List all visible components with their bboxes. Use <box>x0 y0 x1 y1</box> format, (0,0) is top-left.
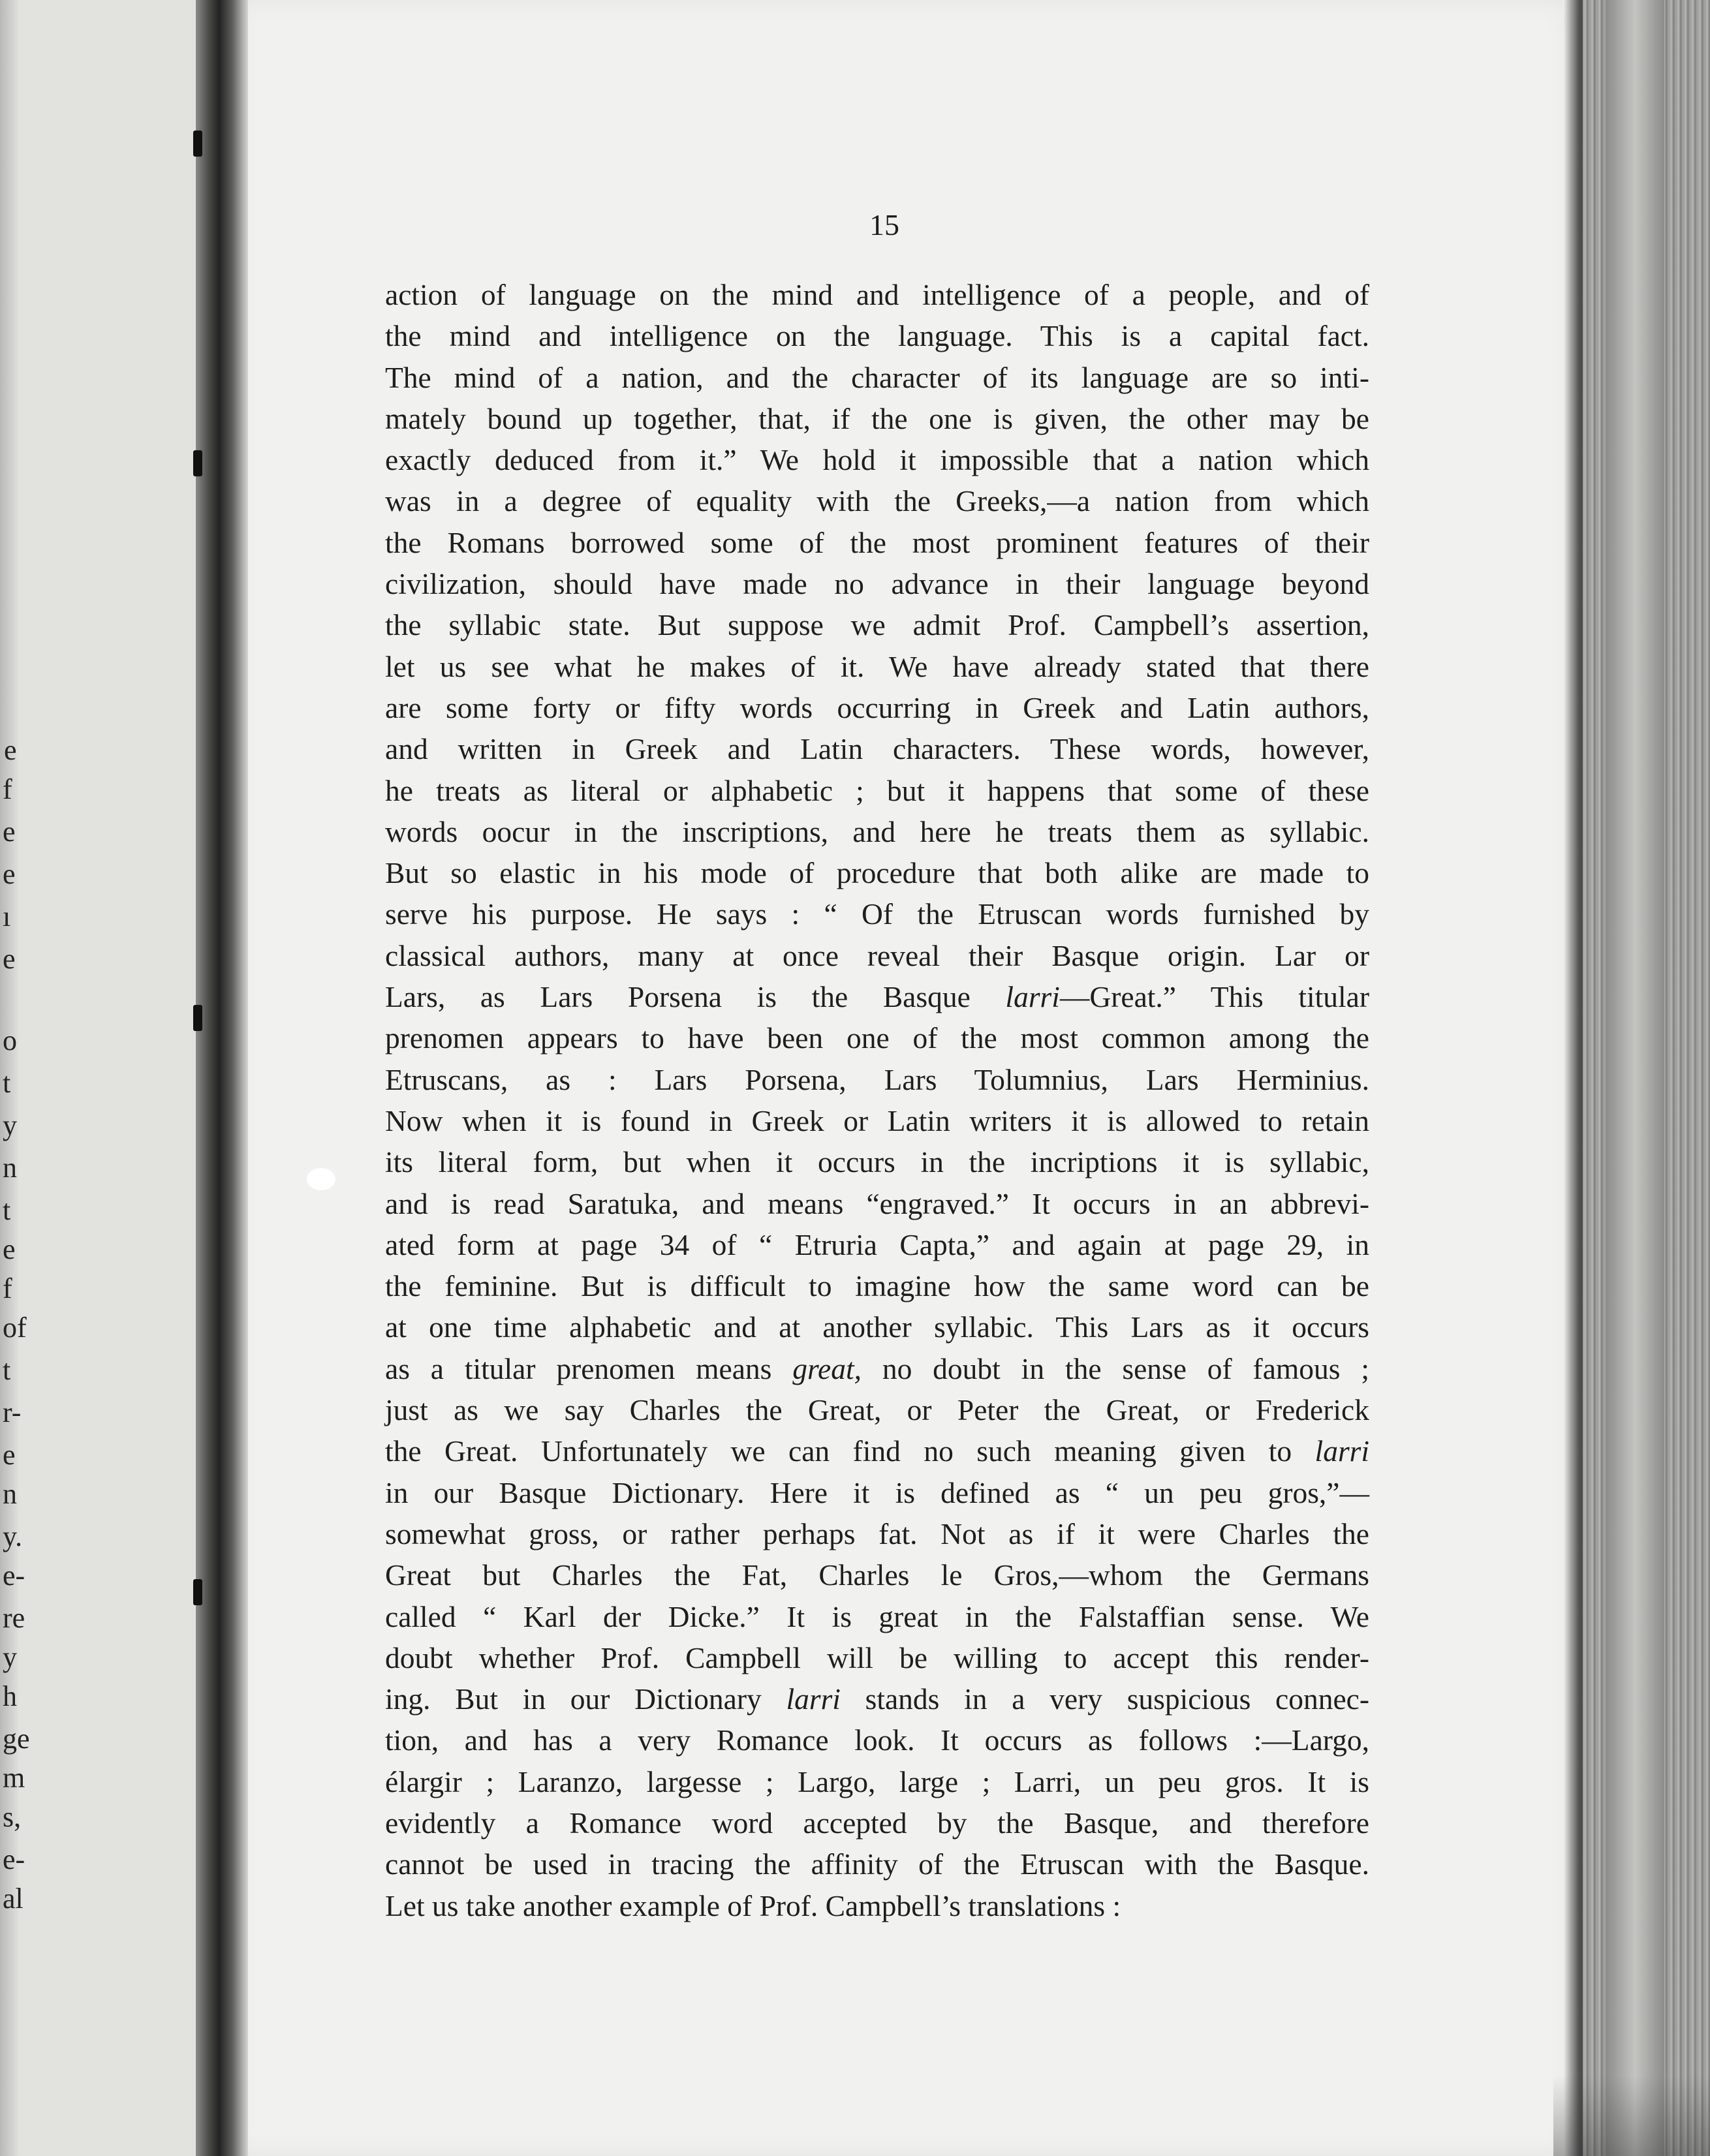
text-line: the feminine. But is difficult to imagine how the same word can be <box>385 1269 1369 1303</box>
text-line: Now when it is found in Greek or Latin writers it is allowed to retain <box>385 1103 1369 1137</box>
text-line: called “ Karl der Dicke.” It is great in the Falstaffian sense. We <box>385 1599 1369 1633</box>
text-line: the Great. Unfortunately we can find no such meaning given to larri <box>385 1434 1369 1468</box>
left-page-fragment: e <box>3 1439 16 1471</box>
left-page-fragment: s, <box>3 1801 22 1833</box>
text-line: and is read Saratuka, and means “engraved.” It occurs in an abbrevi- <box>385 1186 1369 1220</box>
text-line: ated form at page 34 of “ Etruria Capta,” and again at page 29, in <box>385 1227 1369 1261</box>
text-line: its literal form, but when it occurs in the incriptions it is syllabic, <box>385 1145 1369 1179</box>
text-line: somewhat gross, or rather perhaps fat. Not as if it were Charles the <box>385 1517 1369 1550</box>
left-page-fragment: n <box>3 1152 17 1184</box>
text-line: Lars, as Lars Porsena is the Basque larri—Great.” This titular <box>385 980 1370 1014</box>
binding-stitch <box>193 1005 202 1031</box>
text-line: the Romans borrowed some of the most prominent features of their <box>385 525 1369 559</box>
left-page-fragment: ge <box>3 1723 30 1755</box>
text-line: are some forty or fifty words occurring in Greek and Latin authors, <box>385 690 1369 724</box>
left-page-fragment: of <box>3 1312 27 1344</box>
binding-stitch <box>193 131 202 157</box>
left-page-fragment: y <box>3 1641 17 1673</box>
text-line: and written in Greek and Latin characters. These words, however, <box>385 732 1369 766</box>
text-line: prenomen appears to have been one of the most common among the <box>385 1021 1369 1055</box>
text-line: in our Basque Dictionary. Here it is defined as “ un peu gros,”— <box>385 1475 1369 1509</box>
binding-stitch <box>193 450 202 476</box>
text-line: at one time alphabetic and at another syllabic. This Lars as it occurs <box>385 1310 1369 1344</box>
text-line: he treats as literal or alphabetic ; but it happens that some of these <box>385 773 1369 807</box>
left-page-fragment: e <box>3 816 16 848</box>
text-line: exactly deduced from it.” We hold it impossible that a nation which <box>385 443 1369 477</box>
left-page-fragment: m <box>3 1762 25 1794</box>
text-line: the syllabic state. But suppose we admit Prof. Campbell’s assertion, <box>385 608 1369 642</box>
text-line: Etruscans, as : Lars Porsena, Lars Tolumnius, Lars Herminius. <box>385 1062 1369 1096</box>
left-page-fragment: y. <box>3 1520 23 1552</box>
left-page-fragment: e <box>3 943 16 975</box>
paper-speck <box>307 1168 335 1190</box>
text-line: mately bound up together, that, if the one is given, the other may be <box>385 401 1369 435</box>
page-stack-bottom-shadow <box>1553 2075 1710 2156</box>
left-page-fragment: al <box>3 1883 23 1915</box>
left-page-fragment: ı <box>3 901 11 932</box>
left-page-fragment: re <box>3 1602 25 1634</box>
left-page-fragment: r- <box>3 1396 22 1428</box>
text-line: Great but Charles the Fat, Charles le Gros,—whom the Germans <box>385 1558 1369 1592</box>
left-page-fragment: t <box>3 1067 11 1099</box>
left-page-fragment: f <box>3 1272 12 1304</box>
left-page-text-fragments <box>0 0 196 2156</box>
text-line: But so elastic in his mode of procedure that both alike are made to <box>385 856 1369 890</box>
text-line: evidently a Romance word accepted by the Basque, and therefore <box>385 1806 1369 1840</box>
text-line: doubt whether Prof. Campbell will be willing to accept this render- <box>385 1640 1369 1674</box>
text-line: the mind and intelligence on the language. This is a capital fact. <box>385 319 1369 353</box>
book-gutter <box>196 0 248 2156</box>
text-line: classical authors, many at once reveal their Basque origin. Lar or <box>385 938 1369 972</box>
left-page-fragment: e <box>3 858 16 890</box>
text-line: tion, and has a very Romance look. It occurs as follows :—Largo, <box>385 1723 1369 1757</box>
page-number: 15 <box>869 208 899 241</box>
text-line: élargir ; Laranzo, largesse ; Largo, large ; Larri, un peu gros. It is <box>385 1764 1369 1798</box>
left-page-fragment: e <box>3 1233 16 1265</box>
text-line: The mind of a nation, and the character of its language are so inti- <box>385 360 1369 394</box>
left-page-fragment: e- <box>3 1560 25 1592</box>
left-page-fragment: t <box>3 1194 11 1226</box>
left-page-fragment: y <box>3 1109 17 1141</box>
left-page-fragment: e <box>4 734 17 766</box>
text-line: serve his purpose. He says : “ Of the Etruscan words furnished by <box>385 897 1369 931</box>
page-stack-edge-inner <box>1606 0 1664 2156</box>
left-page-fragment: e- <box>3 1843 25 1875</box>
text-line: let us see what he makes of it. We have already stated that there <box>385 649 1369 683</box>
text-line: just as we say Charles the Great, or Peter the Great, or Frederick <box>385 1393 1369 1427</box>
left-page-fragment: f <box>3 773 12 805</box>
text-line: words oocur in the inscriptions, and here he treats them as syllabic. <box>385 814 1369 848</box>
text-line: ing. But in our Dictionary larri stands in a very suspicious connec- <box>385 1682 1369 1716</box>
body-text <box>385 274 1369 1926</box>
left-page-fragment: n <box>3 1478 17 1510</box>
text-line: civilization, should have made no advance in their language beyond <box>385 567 1369 601</box>
text-line: Let us take another example of Prof. Campbell’s translations : <box>385 1888 1121 1922</box>
left-page-fragment: t <box>3 1354 11 1386</box>
text-line: as a titular prenomen means great, no doubt in the sense of famous ; <box>385 1351 1369 1385</box>
text-line: cannot be used in tracing the affinity of the Etruscan with the Basque. <box>385 1847 1369 1881</box>
text-line: action of language on the mind and intelligence of a people, and of <box>385 278 1369 311</box>
left-page-fragment: h <box>3 1680 17 1712</box>
text-line: was in a degree of equality with the Greeks,—a nation from which <box>385 484 1369 518</box>
left-page-fragment: o <box>3 1024 17 1056</box>
binding-stitch <box>193 1579 202 1605</box>
